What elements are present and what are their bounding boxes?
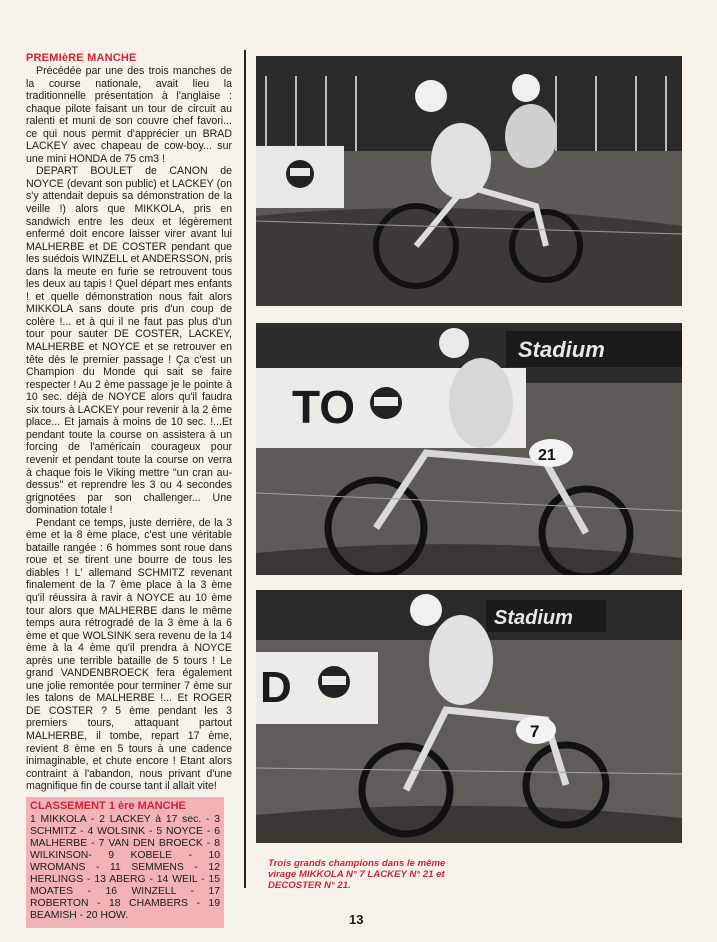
race-photo-1-image — [256, 56, 682, 306]
article-paragraph: DEPART BOULET de CANON de NOYCE (devant son public) et LACKEY (on s'y attendait depuis sa démonstration de la veille !) alors que MIKKOLA, pris en sandwich entre les deux et légèrement enfermé doit encore laisser virer avant lui MALHERBE et DE COSTER pendant que les suédois WINZELL et ANDERSSON, pris dans la meute en furie se retrouvent tous les deux au tapis ! Quel départ mes enfants ! et quelle démonstration nous fait alors MIKKOLA sans doute pris d'un coup de colère !... et à qui il ne faut pas plus d'un tour pour sauter DE COSTER, LACKEY, MALHERBE et NOYCE et se retrouver en tête dès le premier passage ! Ça c'est un Champion du Monde qui sait se faire respecter ! Au 2 ème passage je le pointe à 10 sec. déjà de NOYCE alors qu'il faudra six tours à LACKEY pour revenir à la 2 ème place... Et jamais à moins de 10 sec. !...Et pendant toute la course on assistera à un forcing de l'américain courageux pour revenir et pendant toute la course on verra à chaque fois le Viking mettre "un cran au-dessus" et reprendre les 3 ou 4 secondes grignotées par son challenger... Une domination totale ! — [26, 165, 232, 517]
results-box — [26, 797, 224, 928]
photo2-banner-text: Stadium — [518, 337, 605, 362]
race-photo-1 — [256, 56, 682, 306]
page-number: 13 — [349, 912, 364, 927]
photo-caption: Trois grands champions dans le même virage MIKKOLA N° 7 LACKEY N° 21 et DECOSTER N° 21. — [268, 858, 446, 891]
column-divider — [244, 50, 246, 888]
race-photo-3-image — [256, 590, 682, 843]
results-title: CLASSEMENT 1 ère MANCHE — [30, 799, 186, 812]
race-photo-3 — [256, 590, 682, 843]
photo3-plate-number: 7 — [530, 722, 540, 741]
race-photo-2 — [256, 323, 682, 575]
photo2-sign-text: TO — [292, 381, 356, 433]
section-title: PREMIèRE MANCHE — [26, 52, 137, 64]
article-column — [26, 52, 232, 928]
photo2-plate-number: 21 — [538, 447, 556, 464]
article-paragraph: Précédée par une des trois manches de la course nationale, avait lieu la traditionnelle présentation à l'anglaise : chaque pilote faisant un tour de circuit au ralenti et muni de son couvre chef favori... ce qui nous permit d'apprécier un BRAD LACKEY avec chapeau de cow-boy... sur une mini HONDA de 75 cm3 ! — [26, 65, 232, 165]
photo3-sign-text: D — [260, 663, 292, 712]
race-photo-2-image — [256, 323, 682, 575]
photo3-banner-text: Stadium — [494, 607, 573, 629]
results-text: 1 MIKKOLA - 2 LACKEY à 17 sec. - 3 SCHMITZ - 4 WOLSINK - 5 NOYCE - 6 MALHERBE - 7 VAN DEN BROECK - 8 WILKINSON- 9 KOBELE - 10 WROMANS - 11 SEMMENS - 12 HERLINGS - 13 ABERG - 14 WEIL - 15 MOATES - 16 WINZELL - 17 ROBERTON - 18 CHAMBERS - 19 BEAMISH - 20 HOW. — [30, 813, 220, 922]
article-paragraph: Pendant ce temps, juste derrière, de la 3 ème et la 8 ème place, c'est une véritable bataille rangée : 6 hommes sont roue dans roue et se tirent une bourre de tous les diables ! L' allemand SCHMITZ revenant finalement de la 7 ème place à la 3 ème qu'il réussira à ravir à NOYCE au 10 ème tour alors que MALHERBE dans le même temps aura rétrogradé de la 3 ème à la 6 ème et que WOLSINK sera revenu de la 14 ème à la 4 ème qu'il prendra à NOYCE après une terrible bataille de 5 tours ! Le grand VANDENBROECK fera également une jolie remontée pour terminer 7 ème sur les talons de MALHERBE !... Et ROGER DE COSTER ? 5 ème pendant les 3 premiers tours, attaquant partout MALHERBE, il tombe, repart 17 ème, revient 8 ème en 5 tours à une cadence inimaginable, et chute encore ! Etant alors contraint à l'abandon, nous privant d'une magnifique fin de course tant il allait vite! — [26, 516, 232, 793]
